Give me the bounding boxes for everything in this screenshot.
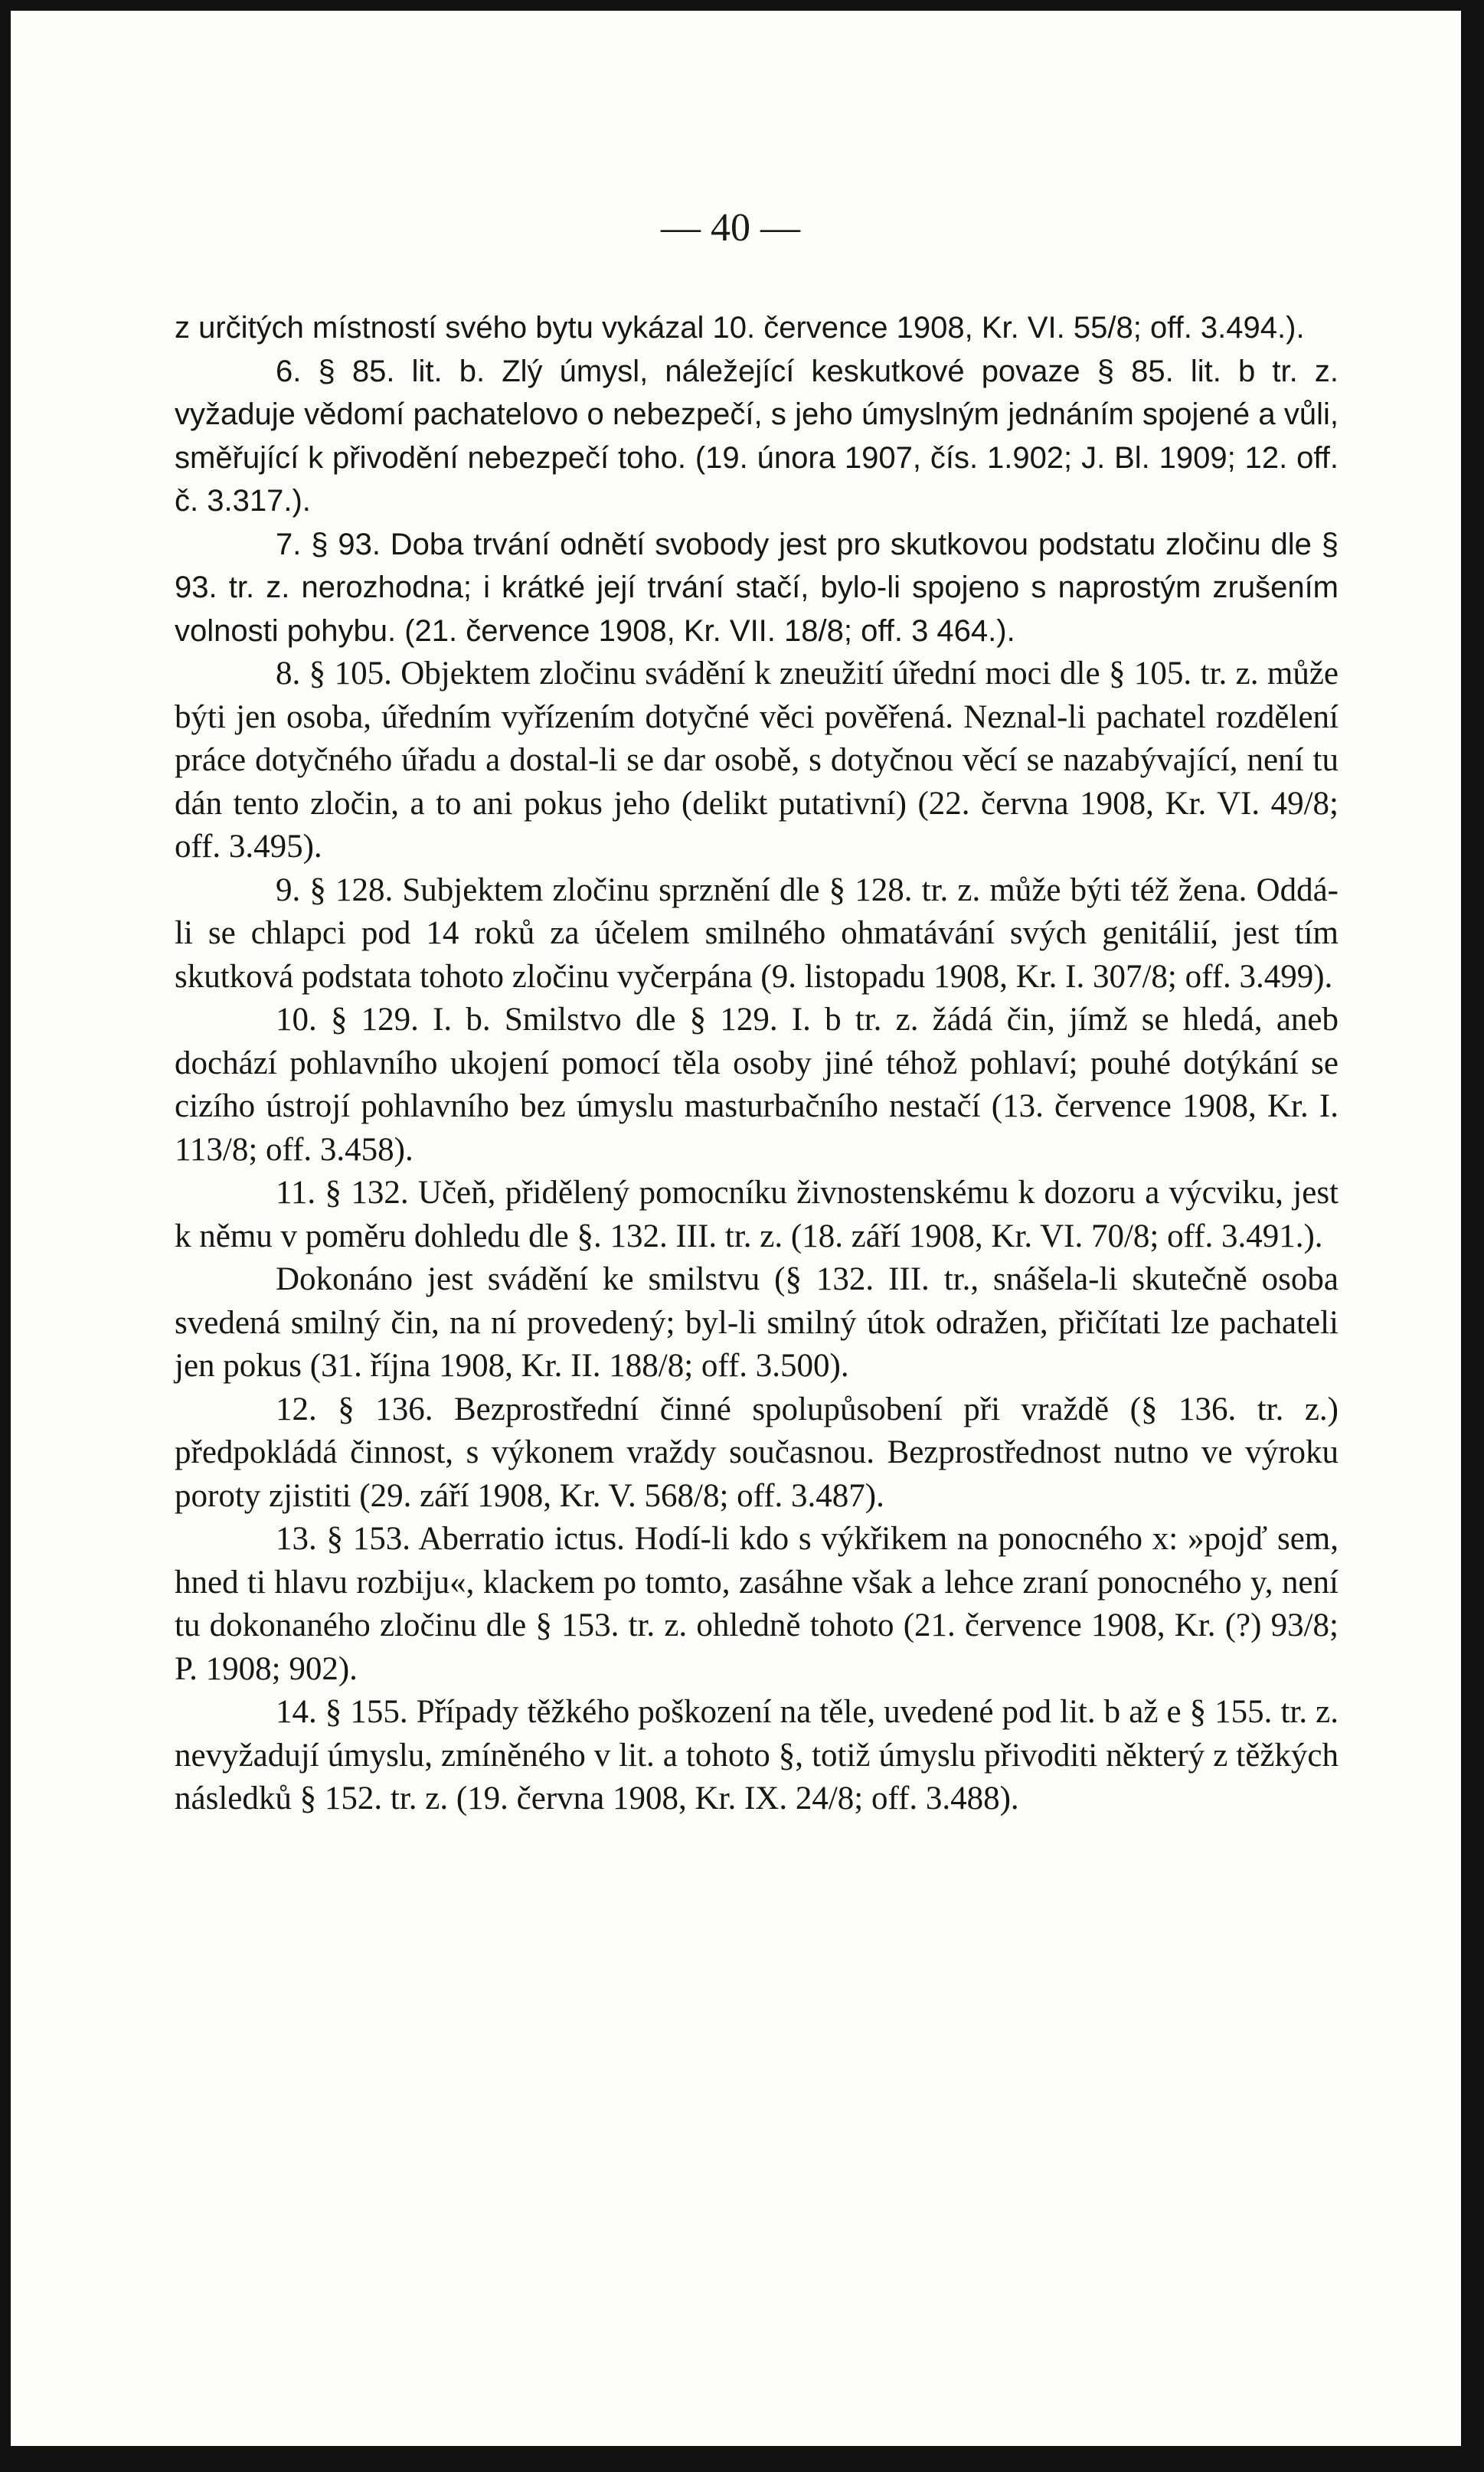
body-text — [175, 306, 1339, 1821]
paragraph: 9. § 128. Subjektem zločinu sprznění dle § 128. tr. z. může býti též žena. Oddá-li se chlapci pod 14 roků za účelem smilného ohmatávání svých genitálií, jest tím skutková podstata tohoto zločinu vyčerpána (9. listopadu 1908, Kr. I. 307/8; off. 3.499). — [175, 871, 1339, 995]
scan-border-left — [0, 0, 11, 2472]
paragraph: z určitých místností svého bytu vykázal 10. července 1908, Kr. VI. 55/8; off. 3.494.). — [175, 311, 1305, 345]
paragraph: 7. § 93. Doba trvání odnětí svobody jest pro skutkovou podstatu zločinu dle § 93. tr. z. nerozhodna; i krátké její trvání stačí, bylo-li spojeno s naprostým zrušením volnosti pohybu. (21. července 1908, Kr. VII. 18/8; off. 3 464.). — [175, 527, 1339, 648]
paragraph: 10. § 129. I. b. Smilstvo dle § 129. I. b tr. z. žádá čin, jímž se hledá, aneb dochází pohlavního ukojení pomocí těla osoby jiné téhož pohlaví; pouhé dotýkání se cizího ústrojí pohlavního bez úmyslu masturbačního nestačí (13. července 1908, Kr. I. 113/8; off. 3.458). — [175, 1002, 1339, 1168]
paragraph: 12. § 136. Bezprostřední činné spolupůsobení při vraždě (§ 136. tr. z.) předpokládá činnost, s výkonem vraždy současnou. Bezprostřednost nutno ve výroku poroty zjistiti (29. září 1908, Kr. V. 568/8; off. 3.487). — [175, 1391, 1339, 1514]
paragraph: 14. § 155. Případy těžkého poškození na těle, uvedené pod lit. b až e § 155. tr. z. nevyžadují úmyslu, zmíněného v lit. a tohoto §, totiž úmyslu přivoditi některý z těžkých následků § 152. tr. z. (19. června 1908, Kr. IX. 24/8; off. 3.488). — [175, 1694, 1339, 1816]
page-number: — 40 — — [661, 206, 800, 250]
scan-border-bottom — [0, 2446, 1484, 2472]
scan-border-right — [1461, 0, 1484, 2472]
paragraph: 8. § 105. Objektem zločinu svádění k zneužití úřední moci dle § 105. tr. z. může býti jen osoba, úředním vyřízením dotyčné věci pověřená. Neznal-li pachatel rozdělení práce dotyčného úřadu a dostal-li se dar osobě, s dotyčnou věcí se nazabývající, není tu dán tento zločin, a to ani pokus jeho (delikt putativní) (22. června 1908, Kr. VI. 49/8; off. 3.495). — [175, 656, 1339, 865]
paragraph: Dokonáno jest svádění ke smilstvu (§ 132. III. tr., snášela-li skutečně osoba svedená smilný čin, na ní provedený; byl-li smilný útok odražen, přičítati lze pachateli jen pokus (31. října 1908, Kr. II. 188/8; off. 3.500). — [175, 1261, 1339, 1384]
paragraph: 11. § 132. Učeň, přidělený pomocníku živnostenskému k dozoru a výcviku, jest k němu v poměru dohledu dle §. 132. III. tr. z. (18. září 1908, Kr. VI. 70/8; off. 3.491.). — [175, 1175, 1339, 1254]
paragraph: 6. § 85. lit. b. Zlý úmysl, náležející keskutkové povaze § 85. lit. b tr. z. vyžaduje vědomí pachatelovo o nebezpečí, s jeho úmyslným jednáním spojené a vůli, směřující k přivodění nebezpečí toho. (19. února 1907, čís. 1.902; J. Bl. 1909; 12. off. č. 3.317.). — [175, 354, 1339, 518]
paragraph: 13. § 153. Aberratio ictus. Hodí-li kdo s výkřikem na ponocného x: »pojď sem, hned ti hlavu rozbiju«, klackem po tomto, zasáhne však a lehce zraní ponocného y, není tu dokonaného zločinu dle § 153. tr. z. ohledně tohoto (21. července 1908, Kr. (?) 93/8; P. 1908; 902). — [175, 1521, 1339, 1687]
scan-border-top — [0, 0, 1484, 11]
